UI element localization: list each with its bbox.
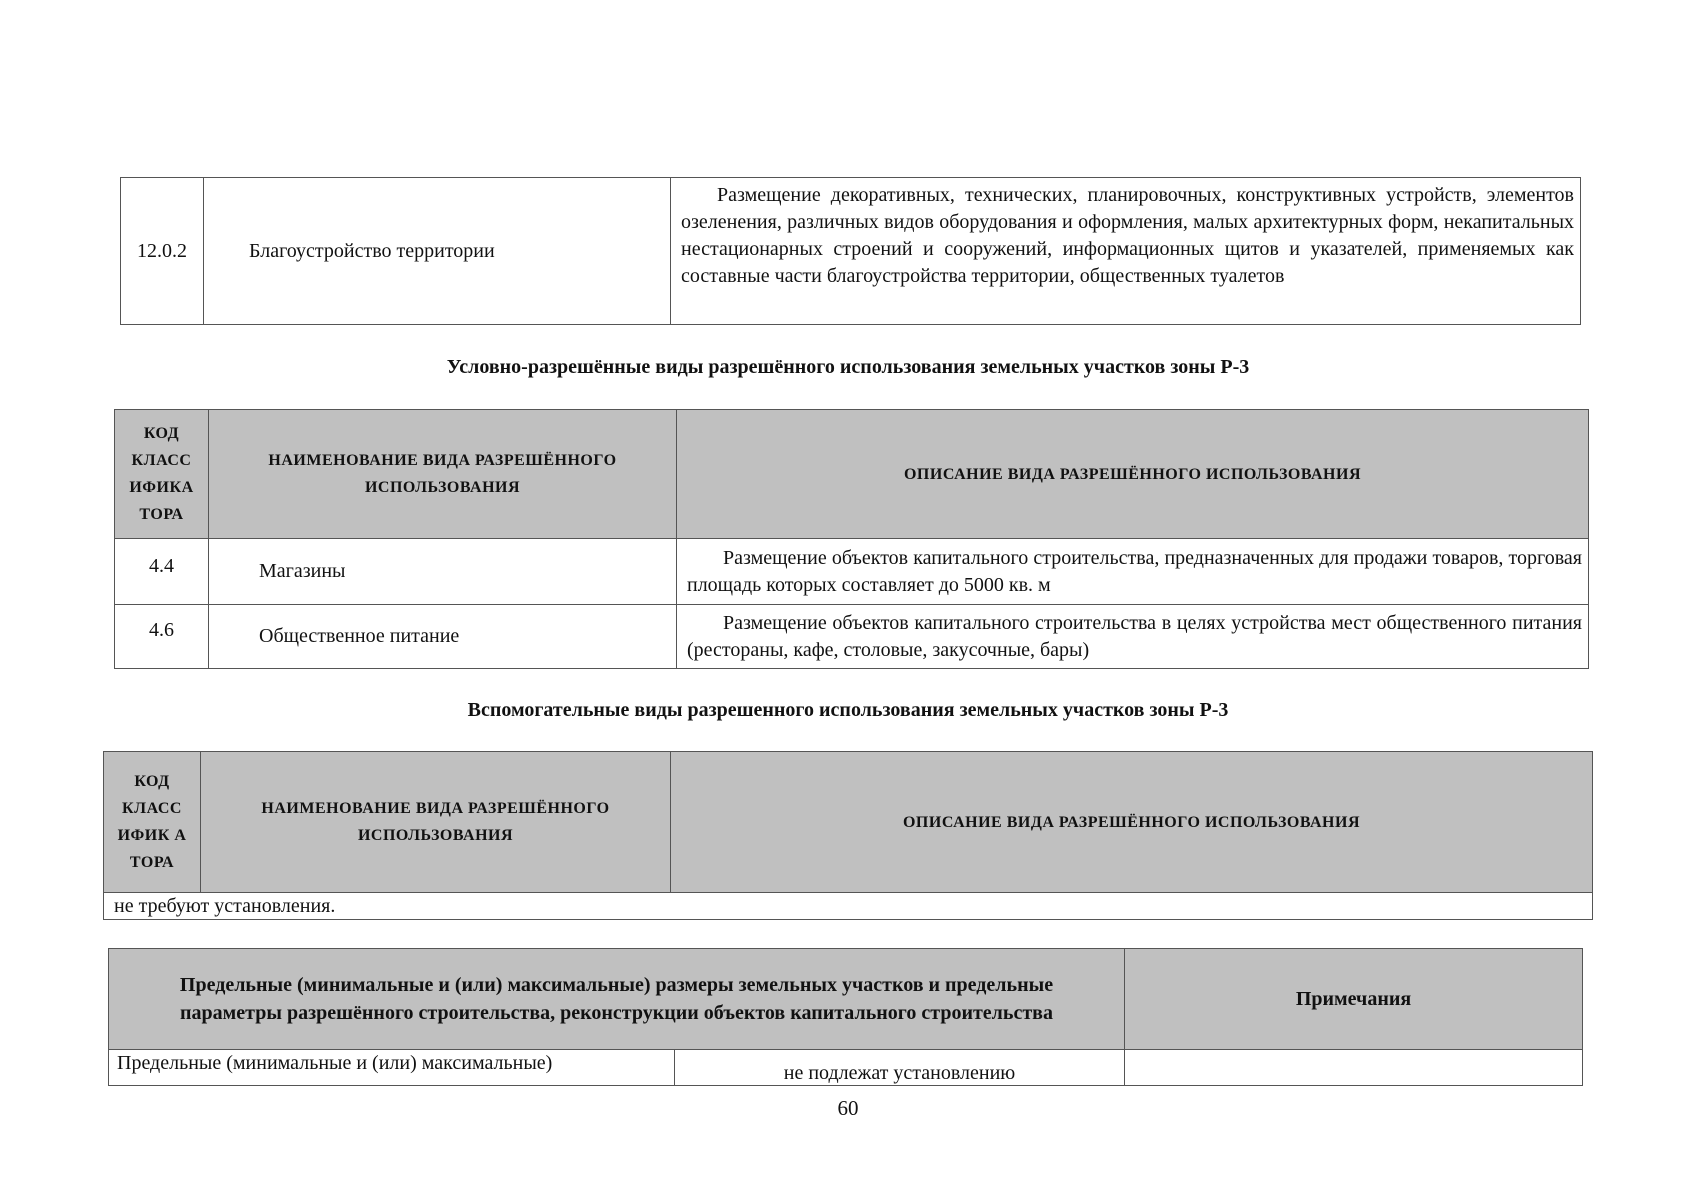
header-description: ОПИСАНИЕ ВИДА РАЗРЕШЁННОГО ИСПОЛЬЗОВАНИЯ bbox=[677, 410, 1589, 539]
table-row bbox=[115, 605, 1589, 669]
description-text: Размещение декоративных, технических, планировочных, конструктивных устройств, элементов озеленения, различных видов оборудования и оформления, малых архитектурных форм, некапитальных нестационарных строений и сооружений, информационных щитов и указателей, применяемых как составные части благоустройства территории, общественных туалетов bbox=[681, 184, 1574, 287]
header-code: КОД КЛАСС ИФИК А ТОРА bbox=[104, 752, 201, 893]
description-cell: Размещение объектов капитального строительства в целях устройства мест общественного питания (рестораны, кафе, столовые, закусочные, бары) bbox=[677, 605, 1589, 669]
code-text: 12.0.2 bbox=[137, 239, 187, 262]
limits-notes-cell bbox=[1125, 1050, 1583, 1086]
section2-title: Вспомогательные виды разрешенного использования земельных участков зоны Р-3 bbox=[467, 699, 1229, 721]
table-row bbox=[109, 1050, 1583, 1086]
limits-label-cell: Предельные (минимальные и (или) максимальные) bbox=[109, 1050, 675, 1086]
page-number: 60 bbox=[837, 1096, 859, 1120]
header-code: КОД КЛАСС ИФИКА ТОРА bbox=[115, 410, 209, 539]
name-cell: Магазины bbox=[209, 539, 677, 605]
top-table bbox=[120, 177, 1581, 325]
name-cell bbox=[204, 178, 671, 325]
code-cell: 4.6 bbox=[115, 605, 209, 669]
limits-value-cell: не подлежат установлению bbox=[675, 1050, 1125, 1086]
header-description: ОПИСАНИЕ ВИДА РАЗРЕШЁННОГО ИСПОЛЬЗОВАНИЯ bbox=[671, 752, 1593, 893]
section1-title: Условно-разрешённые виды разрешённого использования земельных участков зоны Р-3 bbox=[446, 356, 1250, 378]
table-row bbox=[121, 178, 1581, 325]
name-cell: Общественное питание bbox=[209, 605, 677, 669]
header-name: НАИМЕНОВАНИЕ ВИДА РАЗРЕШЁННОГО ИСПОЛЬЗОВАНИЯ bbox=[209, 410, 677, 539]
code-cell: 4.4 bbox=[115, 539, 209, 605]
description-cell bbox=[671, 178, 1581, 325]
table-row bbox=[104, 893, 1593, 920]
limits-table bbox=[108, 948, 1583, 1086]
table-row bbox=[115, 539, 1589, 605]
table-header-row bbox=[115, 410, 1589, 539]
note-cell: не требуют установления. bbox=[104, 893, 1593, 920]
header-limits: Предельные (минимальные и (или) максимальные) размеры земельных участков и предельные параметры разрешённого строительства, реконструкции объектов капитального строительства bbox=[109, 949, 1125, 1050]
table-header-row bbox=[109, 949, 1583, 1050]
name-text: Благоустройство территории bbox=[249, 239, 495, 262]
auxiliary-uses-table bbox=[103, 751, 1593, 920]
table-header-row bbox=[104, 752, 1593, 893]
header-name: НАИМЕНОВАНИЕ ВИДА РАЗРЕШЁННОГО ИСПОЛЬЗОВАНИЯ bbox=[201, 752, 671, 893]
conditional-uses-table bbox=[114, 409, 1589, 669]
description-cell: Размещение объектов капитального строительства, предназначенных для продажи товаров, торговая площадь которых составляет до 5000 кв. м bbox=[677, 539, 1589, 605]
code-cell bbox=[121, 178, 204, 325]
header-notes: Примечания bbox=[1125, 949, 1583, 1050]
